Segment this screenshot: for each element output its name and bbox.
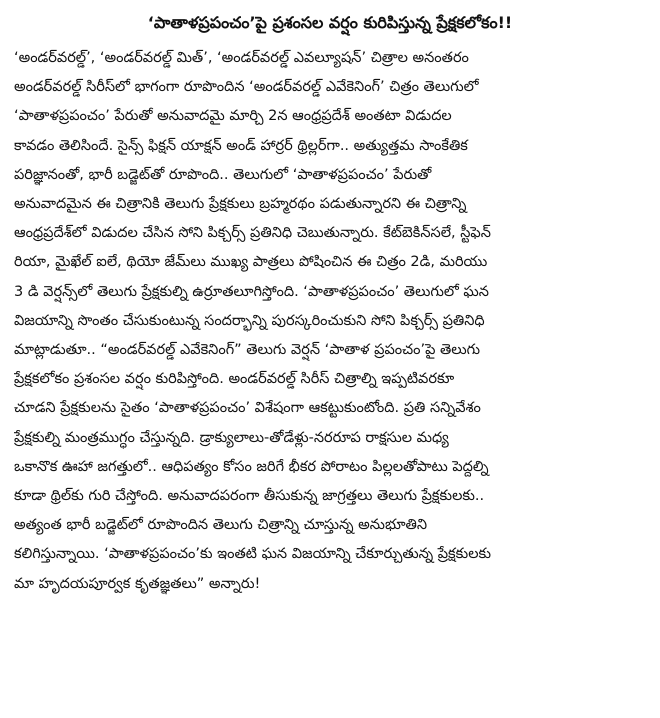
article-line: 3 డి వెర్షన్స్‌లో తెలుగు ప్రేక్షకుల్ని ఉర్రూతలూగిస్తోంది. ‘పాతాళప్రపంచం’ తెలుగులో ఘన xyxy=(14,283,489,300)
article-line: పరిజ్ఞానంతో, భారీ బడ్జెట్‌తో రూపొంది.. తెలుగులో ‘పాతాళప్రపంచం’ పేరుతో xyxy=(14,166,432,183)
article-line: ప్రేక్షకలోకం ప్రశంసల వర్షం కురిపిస్తోంది. అండర్‌వరల్డ్ సిరీస్ చిత్రాల్ని ఇప్పటివరకూ xyxy=(14,371,455,388)
article-line: మాట్లాడుతూ.. “అండర్‌వరల్డ్ ఎవేకెనింగ్” తెలుగు వెర్షన్ ‘పాతాళ ప్రపంచం’పై తెలుగు xyxy=(14,342,481,359)
article-line: విజయాన్ని సొంతం చేసుకుంటున్న సందర్భాన్ని పురస్కరించుకుని సోని పిక్చర్స్ ప్రతినిధి xyxy=(14,312,485,329)
article-body xyxy=(14,44,646,599)
article-line: కూడా థ్రిల్‌కు గురి చేస్తోంది. అనువాదపరంగా తీసుకున్న జాగ్రత్తలు తెలుగు ప్రేక్షకులకు.. xyxy=(14,488,485,505)
article-line: ఒకానొక ఊహా జగత్తులో.. ఆధిపత్యం కోసం జరిగే భీకర పోరాటం పిల్లలతోపాటు పెద్దల్ని xyxy=(14,458,489,475)
article-line: ప్రేక్షకుల్ని మంత్రముగ్ధం చేస్తున్నది. డ్రాక్యులాలు-తోడేళ్లు-నరరూప రాక్షసుల మధ్య xyxy=(14,429,449,446)
article-line: ‘అండర్‌వరల్డ్’, ‘అండర్‌వరల్డ్ మిత్’, ‘అండర్‌వరల్డ్ ఎవల్యూషన్’ చిత్రాల అనంతరం xyxy=(14,50,469,66)
article-line: ఆంధ్రప్రదేశ్‌లో విడుదల చేసిన సోని పిక్చర్స్ ప్రతినిధి చెబుతున్నారు. కేట్‌బెకిన్‌సలే, స్టీఫెన్ xyxy=(14,225,491,242)
article-line: అనువాదమైన ఈ చిత్రానికి తెలుగు ప్రేక్షకులు బ్రహ్మరథం పడుతున్నారని ఈ చిత్రాన్ని xyxy=(14,196,467,213)
article-line: అత్యంత భారీ బడ్జెట్‌లో రూపొందిన తెలుగు చిత్రాన్ని చూస్తున్న అనుభూతిని xyxy=(14,517,428,534)
article-line: అండర్‌వరల్డ్ సిరీస్‌లో భాగంగా రూపొందిన ‘అండర్‌వరల్డ్ ఎవేకెనింగ్’ చిత్రం తెలుగులో xyxy=(14,79,479,96)
article-line: చూడని ప్రేక్షకులను సైతం ‘పాతాళప్రపంచం’ విశేషంగా ఆకట్టుకుంటోంది. ప్రతి సన్నివేశం xyxy=(14,400,481,417)
article-line: కావడం తెలిసిందే. సైన్స్ ఫిక్షన్ యాక్షన్ అండ్ హార్రర్ థ్రిల్లర్‌గా.. అత్యుత్తమ సాంకేతిక xyxy=(14,137,468,154)
article-line: ‘పాతాళప్రపంచం’ పేరుతో అనువాదమై మార్చి 2న ఆంధ్రప్రదేశ్ అంతటా విడుదల xyxy=(14,108,452,125)
article-line: రియా, మైఖేల్ ఐలే, థియో జేమ్‌లు ముఖ్య పాత్రలు పోషించిన ఈ చిత్రం 2డి, మరియు xyxy=(14,254,488,271)
article-line: కలిగిస్తున్నాయి. ‘పాతాళప్రపంచం’కు ఇంతటి ఘన విజయాన్ని చేకూర్చుతున్న ప్రేక్షకులకు xyxy=(14,546,492,563)
article-headline: ‘పాతాళప్రపంచం’పై ప్రశంసల వర్షం కురిపిస్తున్న ప్రేక్షకలోకం!! xyxy=(147,13,513,32)
article-line: మా హృదయపూర్వక కృతజ్ఞతలు” అన్నారు! xyxy=(14,575,261,592)
